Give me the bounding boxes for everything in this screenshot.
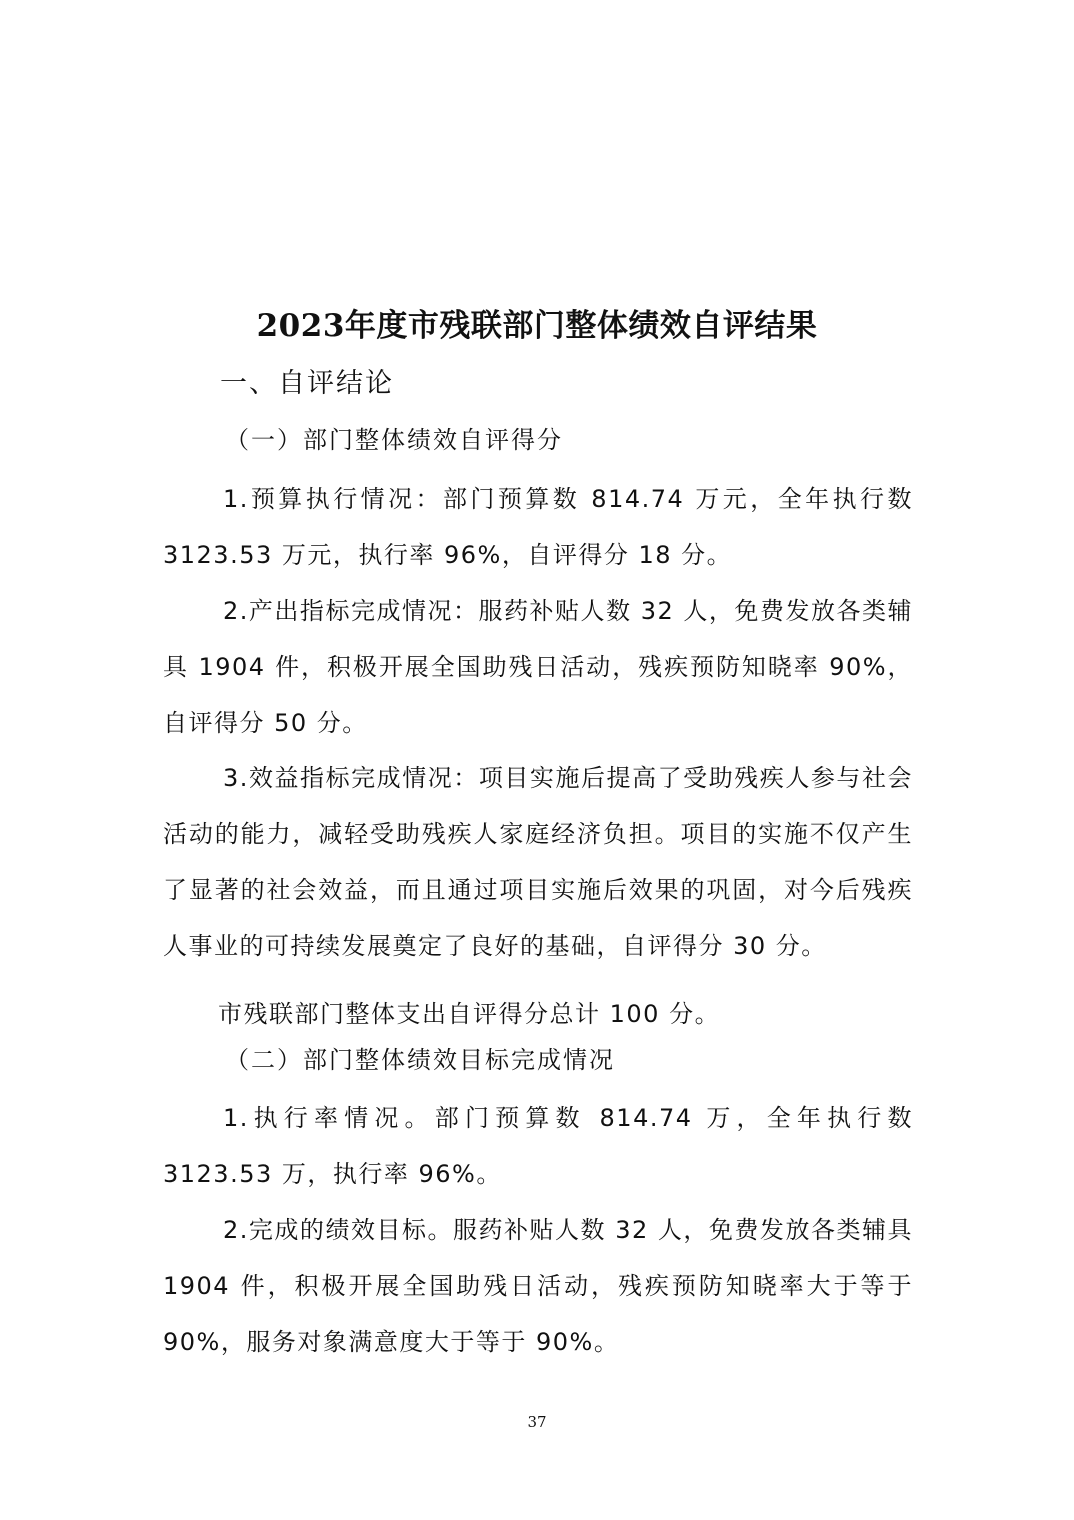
paragraph-completed-goals: 2.完成的绩效目标。服药补贴人数 32 人，免费发放各类辅具 1904 件，积极开展全国助残日活动，残疾预防知晓率大于等于 90%，服务对象满意度大于等于 90%。: [163, 1216, 913, 1356]
paragraph-benefit-indicators: 3.效益指标完成情况：项目实施后提高了受助残疾人参与社会活动的能力，减轻受助残疾人家庭经济负担。项目的实施不仅产生了显著的社会效益，而且通过项目实施后效果的巩固，对今后残疾人事业的可持续发展奠定了良好的基础，自评得分 30 分。: [163, 764, 913, 960]
paragraph-total-score: 市残联部门整体支出自评得分总计 100 分。: [218, 1000, 721, 1028]
document-title: 2023年度市残联部门整体绩效自评结果: [256, 308, 818, 344]
paragraph-execution-rate: 1.执行率情况。部门预算数 814.74 万，全年执行数 3123.53 万，执行率 96%。: [163, 1104, 913, 1188]
paragraph-budget-execution: 1.预算执行情况：部门预算数 814.74 万元，全年执行数 3123.53 万元，执行率 96%，自评得分 18 分。: [163, 485, 913, 569]
paragraph-output-indicators: 2.产出指标完成情况：服药补贴人数 32 人，免费发放各类辅具 1904 件，积极开展全国助残日活动，残疾预防知晓率 90%，自评得分 50 分。: [163, 597, 913, 737]
subsection-heading-score: （一）部门整体绩效自评得分: [225, 426, 563, 454]
page-number: 37: [527, 1413, 547, 1431]
subsection-heading-goals: （二）部门整体绩效目标完成情况: [225, 1046, 615, 1074]
section-heading-conclusion: 一、自评结论: [220, 368, 394, 399]
